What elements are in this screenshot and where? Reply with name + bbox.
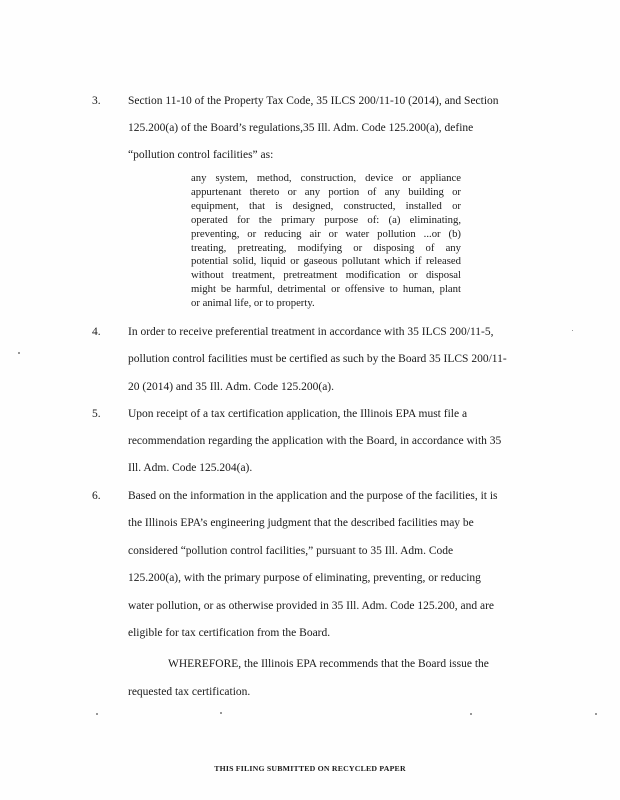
quote-line: or animal life, or to property. bbox=[191, 297, 315, 310]
scan-speck bbox=[220, 712, 222, 714]
item-number-6: 6. bbox=[92, 490, 101, 502]
quote-line: potential solid, liquid or gaseous pollutant which if released bbox=[191, 255, 461, 268]
quote-line: preventing, or reducing air or water pollution ...or (b) bbox=[191, 227, 461, 240]
scan-speck bbox=[18, 352, 20, 354]
item-5-line-1: Upon receipt of a tax certification application, the Illinois EPA must file a bbox=[128, 408, 468, 420]
item-6-line-1: Based on the information in the application and the purpose of the facilities, it is bbox=[128, 490, 498, 502]
scan-speck bbox=[572, 330, 573, 331]
quote-line: might be harmful, detrimental or offensive to human, plant bbox=[191, 283, 461, 296]
item-6-line-4: 125.200(a), with the primary purpose of eliminating, preventing, or reducing bbox=[128, 572, 481, 584]
wherefore-line-2: requested tax certification. bbox=[128, 686, 251, 698]
item-5-line-2: recommendation regarding the application with the Board, in accordance with 35 bbox=[128, 435, 502, 447]
quote-line: equipment, that is designed, constructed, installed or bbox=[191, 199, 461, 212]
quote-line: any system, method, construction, device or appliance bbox=[191, 172, 461, 184]
item-6-line-6: eligible for tax certification from the Board. bbox=[128, 627, 331, 639]
item-3-line-3: “pollution control facilities” as: bbox=[128, 149, 274, 161]
item-number-3: 3. bbox=[92, 95, 101, 107]
item-6-line-3: considered “pollution control facilities,” pursuant to 35 Ill. Adm. Code bbox=[128, 545, 454, 557]
item-4-line-2: pollution control facilities must be certified as such by the Board 35 ILCS 200/11- bbox=[128, 353, 507, 365]
wherefore-line-1: WHEREFORE, the Illinois EPA recommends that the Board issue the bbox=[168, 658, 489, 670]
item-6-line-2: the Illinois EPA’s engineering judgment that the described facilities may be bbox=[128, 517, 474, 529]
recycled-paper-footer: THIS FILING SUBMITTED ON RECYCLED PAPER bbox=[214, 764, 406, 773]
scan-speck bbox=[96, 713, 98, 715]
quote-line: operated for the primary purpose of: (a) eliminating, bbox=[191, 213, 461, 226]
quote-line: appurtenant thereto or any portion of any building or bbox=[191, 185, 461, 198]
item-4-line-3: 20 (2014) and 35 Ill. Adm. Code 125.200(a). bbox=[128, 381, 335, 393]
item-3-line-1: Section 11-10 of the Property Tax Code, 35 ILCS 200/11-10 (2014), and Section bbox=[128, 95, 499, 107]
quote-line: treating, pretreating, modifying or disposing of any bbox=[191, 241, 461, 254]
scan-speck bbox=[470, 713, 472, 715]
item-5-line-3: Ill. Adm. Code 125.204(a). bbox=[128, 462, 253, 474]
item-number-5: 5. bbox=[92, 408, 101, 420]
scan-speck bbox=[595, 713, 597, 715]
item-6-line-5: water pollution, or as otherwise provided in 35 Ill. Adm. Code 125.200, and are bbox=[128, 600, 495, 612]
quote-line: without treatment, pretreatment modification or disposal bbox=[191, 269, 461, 282]
item-4-line-1: In order to receive preferential treatment in accordance with 35 ILCS 200/11-5, bbox=[128, 326, 494, 338]
block-quote bbox=[191, 172, 461, 311]
item-number-4: 4. bbox=[92, 326, 101, 338]
item-3-line-2: 125.200(a) of the Board’s regulations,35 Ill. Adm. Code 125.200(a), define bbox=[128, 122, 474, 134]
